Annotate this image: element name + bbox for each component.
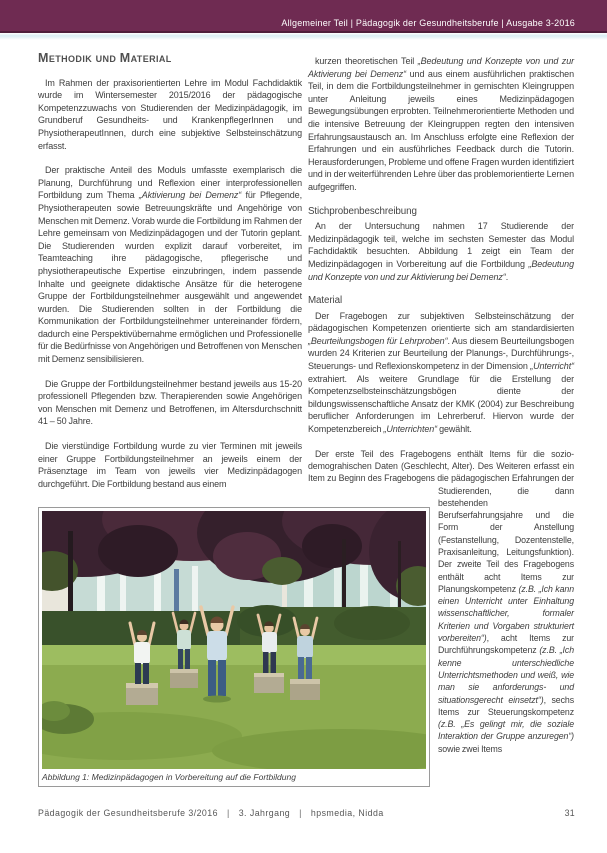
footer-separator: | — [299, 808, 302, 818]
paragraph-theorie-praxis: kurzen theoretischen Teil „Bedeutung und Konzepte von und zur Aktivierung bei Demenz“ und aus einem ausführlichen praktischen Teil, in dem die Fortbildungsteilnehmer in gemischten Kleingruppen unter Anleitung jeweils eines Medizinpädagogen Bewegungsübungen erprobten. Teilnehmerorientierte Methoden und die intensive Betreuung der Kleingruppen regten den intensiven Erfahrungsaustausch an. Im Anschluss erfolgte eine Reflexion der Erfahrungen und ein ausführliches Feedback durch die Tutorin. Herausforderungen, Probleme und offene Fragen wurden identifiziert und in der weiterführenden Lehre über das problemorientierte Lernen aufgegriffen. — [308, 56, 574, 192]
paragraph-fragebogen-intro: Der erste Teil des Fragebogens enthält Items für die sozio-demograhischen Daten (Geschlecht, Alter). Des Weiteren erfasst ein Item zu Beginn des Fragebogens die — [308, 448, 574, 484]
figure-caption: Abbildung 1: Medizinpädagogen in Vorbereitung auf die Fortbildung — [42, 772, 296, 782]
page-number: 31 — [564, 808, 575, 818]
header-breadcrumb: Allgemeiner Teil | Pädagogik der Gesundheitsberufe | Ausgabe 3-2016 — [281, 18, 575, 28]
page-footer — [38, 808, 575, 818]
header-bar — [0, 0, 607, 33]
paragraph-stichprobe: An der Untersuchung nahmen 17 Studierende der Medizinpädagogik teil, welche im sechsten Semester das Modul Fachdidaktik besuchten. Abbildung 1 zeigt ein Team der Medizinpädagogen in Vorbereitung auf die Fortbildung „Bedeutung und Konzepte von und zur Aktivierung bei Demenz“. — [308, 221, 574, 282]
paragraph-fortbildung-termine: Die vierstündige Fortbildung wurde zu vier Terminen mit jeweils einer Gruppe Fortbildungsteilnehmer an jeweils einem der Präsenztage im Team von jeweils vier Medizinpädagogen durchgeführt. Die Fortbildung bestand aus einem — [38, 441, 302, 489]
footer-volume: 3. Jahrgang — [238, 808, 291, 818]
subheading-stichprobenbeschreibung: Stichprobenbeschreibung — [308, 205, 417, 217]
subheading-material: Material — [308, 295, 343, 307]
section-heading: Methodik und Material — [38, 51, 172, 65]
header-accent-strip — [0, 33, 607, 40]
paragraph-intro: Im Rahmen der praxisorientierten Lehre im Modul Fachdidaktik wurde im Wintersemester 2015/2016 der pädagogische Kompetenzzuwachs von Studierenden der Medizinpädagogik, im Grundberuf Gesundheits- und KrankenpflegerInnen und PhysiotherapeutInnen, durch eine subjektive Selbsteinschätzung erfasst. — [38, 77, 302, 151]
outdoor-group-exercise-photo — [42, 511, 426, 769]
footer-publisher: hpsmedia, Nidda — [310, 808, 384, 818]
footer-journal-title: Pädagogik der Gesundheitsberufe 3/2016 — [38, 808, 218, 818]
footer-separator: | — [226, 808, 230, 818]
paragraph-fragebogen-wrapped: pädagogischen Erfahrungen der Studierenden, die dann bestehenden Berufserfahrungsjahre und die Form der Anstellung (Festanstellung, Dozentenstelle, Praxisanleitung, Leitungsfunktion). Der zweite Teil des Fragebogens enthält acht Items zur Planungskompetenz (z.B. „Ich kann einen Unterricht unter Einhaltung wissenschaftlicher, formaler Kriterien und Vorgaben strukturiert vorbereiten“), acht Items zur Durchführungskompetenz (z.B. „Ich kenne unterschiedliche Unterrichtsmethoden und weiß, wie man sie anforderungs- und situationsgerecht einsetzt“), sechs Items zur Steuerungskompetenz (z.B. „Es gelingt mir, die soziale Interaktion der Gruppe anzuregen“) sowie zwei Items — [438, 473, 574, 754]
left-column — [38, 52, 302, 502]
paragraph-praktischer-anteil: Der praktische Anteil des Moduls umfasste exemplarisch die Planung, Durchführung und Reflexion einer interprofessionellen Fortbildung zum Thema „Aktivierung bei Demenz“ für Pflegende, Physiotherapeuten sowie Betreuungskräfte und Angehörige von Menschen mit Demenz. Vorab wurde die Fortbildung im Rahmen der Lehre gemeinsam von Medizinpädagogen und der Tutorin geplant. Die Studierenden wurden explizit darauf vorbereitet, im Teamteaching ihre pädagogische, pflegerische und physiotherapeutische Expertise einzubringen, indem passende Inhalte und geeignete didaktische Ansätze für die heterogene Gruppe der Fortbildungsteilnehmer ausgewählt und angewendet wurden. Die Studierenden sollten in der Fortbildung die Kommunikation der Fortbildungsteilnehmer untereinander fördern, dadurch eine Perspektivübernahme ermöglichen und Professionelle für die Bedürfnisse von Angehörigen und Betroffenen von Menschen mit Demenz sensibilisieren. — [38, 165, 302, 365]
paragraph-fragebogen: Der Fragebogen zur subjektiven Selbsteinschätzung der pädagogischen Kompetenzen orientierte sich am standardisierten „Beurteilungsbogen für Lehrproben“. Aus diesem Beurteilungsbogen wurden 24 Kriterien zur Beurteilung der Planungs-, Durchführungs-, Steuerungs- und Reflexionskompetenz in der Dimension „Unterricht“ extrahiert. Als weitere Grundlage für die Erstellung der Kompetenzselbsteinschätzungsbögen diente der bildungswissenschaftliche Ansatz der KMK (2004) zur Beschreibung beruflicher Anforderungen im Lehrerberuf. Hiervon wurde der Kompetenzbereich „Unterrichten“ gewählt. — [308, 310, 574, 435]
figure-1 — [38, 507, 430, 787]
paragraph-gruppe: Die Gruppe der Fortbildungsteilnehmer bestand jeweils aus 15-20 professionell Pflegenden bzw. Therapierenden sowie Angehörigen von Menschen mit Demenz und Betroffenen, im Altersdurchschnitt 41 – 50 Jahre. — [38, 378, 302, 427]
